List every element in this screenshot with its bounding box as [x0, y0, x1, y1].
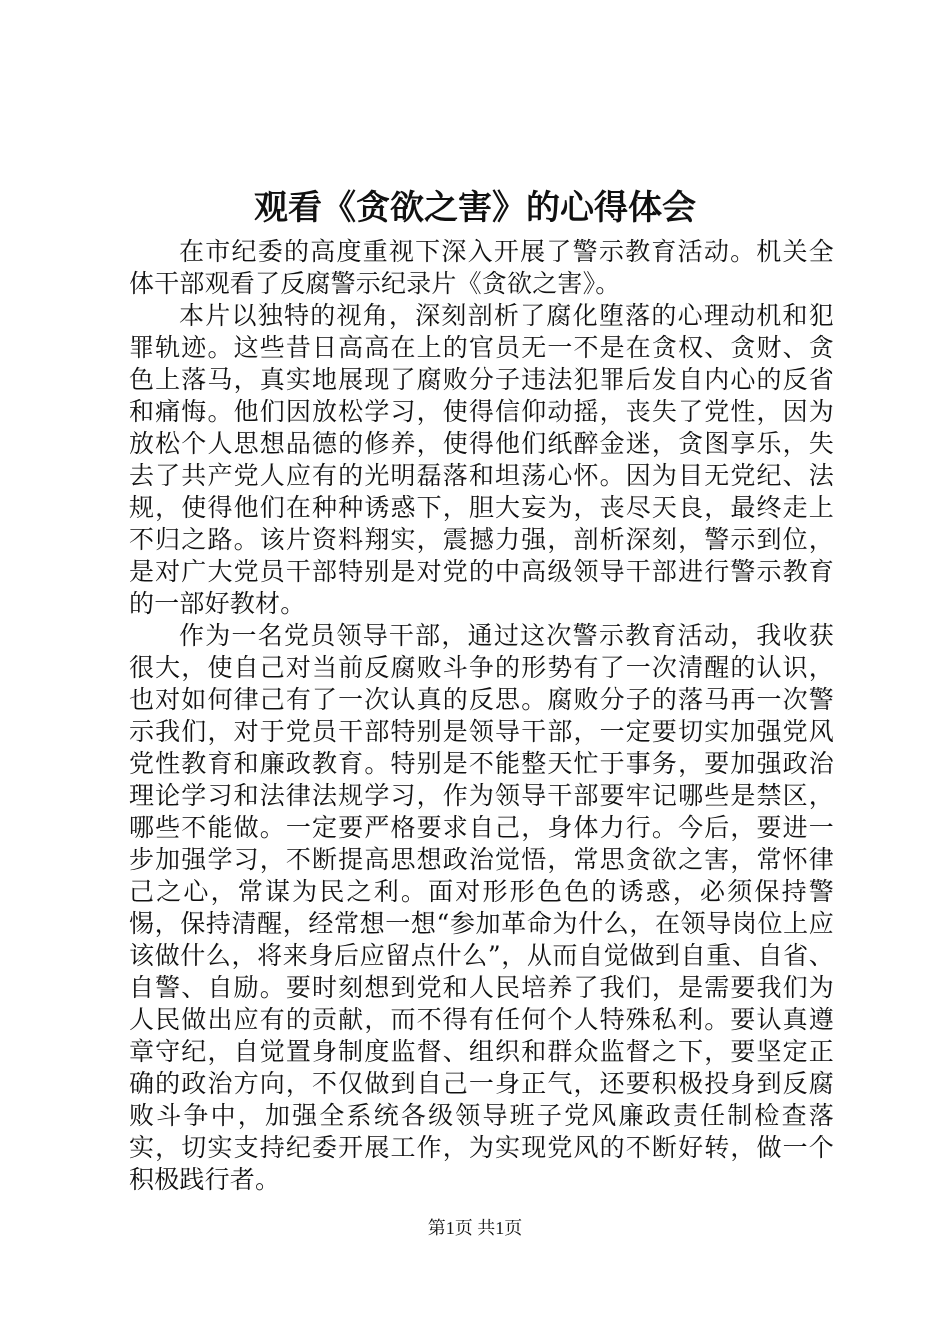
paragraph-film-analysis: 本片以独特的视角，深刻剖析了腐化堕落的心理动机和犯罪轨迹。这些昔日高高在上的官员无一不是在贪权、贪财、贪色上落马，真实地展现了腐败分子违法犯罪后发自内心的反省和痛悔。他们因放松学习，使得信仰动摇，丧失了党性，因为放松个人思想品德的修养，使得他们纸醉金迷，贪图享乐，失去了共产党人应有的光明磊落和坦荡心怀。因为目无党纪、法规，使得他们在种种诱惑下，胆大妄为，丧尽天良，最终走上不归之路。该片资料翔实，震撼力强，剖析深刻，警示到位，是对广大党员干部特别是对党的中高级领导干部进行警示教育的一部好教材。	[129, 301, 834, 618]
document-body	[129, 236, 834, 1196]
paragraph-reflection: 作为一名党员领导干部，通过这次警示教育活动，我收获很大，使自己对当前反腐败斗争的形势有了一次清醒的认识，也对如何律己有了一次认真的反思。腐败分子的落马再一次警示我们，对于党员干部特别是领导干部，一定要切实加强党风党性教育和廉政教育。特别是不能整天忙于事务，要加强政治理论学习和法律法规学习，作为领导干部要牢记哪些是禁区，哪些不能做。一定要严格要求自己，身体力行。今后，要进一步加强学习，不断提高思想政治觉悟，常思贪欲之害，常怀律己之心，常谋为民之利。面对形形色色的诱惑，必须保持警惕，保持清醒，经常想一想“参加革命为什么，在领导岗位上应该做什么，将来身后应留点什么”，从而自觉做到自重、自省、自警、自励。要时刻想到党和人民培养了我们，是需要我们为人民做出应有的贡献，而不得有任何个人特殊私利。要认真遵章守纪，自觉置身制度监督、组织和群众监督之下，要坚定正确的政治方向，不仅做到自己一身正气，还要积极投身到反腐败斗争中，加强全系统各级领导班子党风廉政责任制检查落实，切实支持纪委开展工作，为实现党风的不断好转，做一个积极践行者。	[129, 621, 834, 1194]
page-footer: 第1页 共1页	[427, 1218, 523, 1238]
document-title: 观看《贪欲之害》的心得体会	[254, 188, 696, 228]
paragraph-intro: 在市纪委的高度重视下深入开展了警示教育活动。机关全体干部观看了反腐警示纪录片《贪欲之害》。	[129, 237, 834, 298]
